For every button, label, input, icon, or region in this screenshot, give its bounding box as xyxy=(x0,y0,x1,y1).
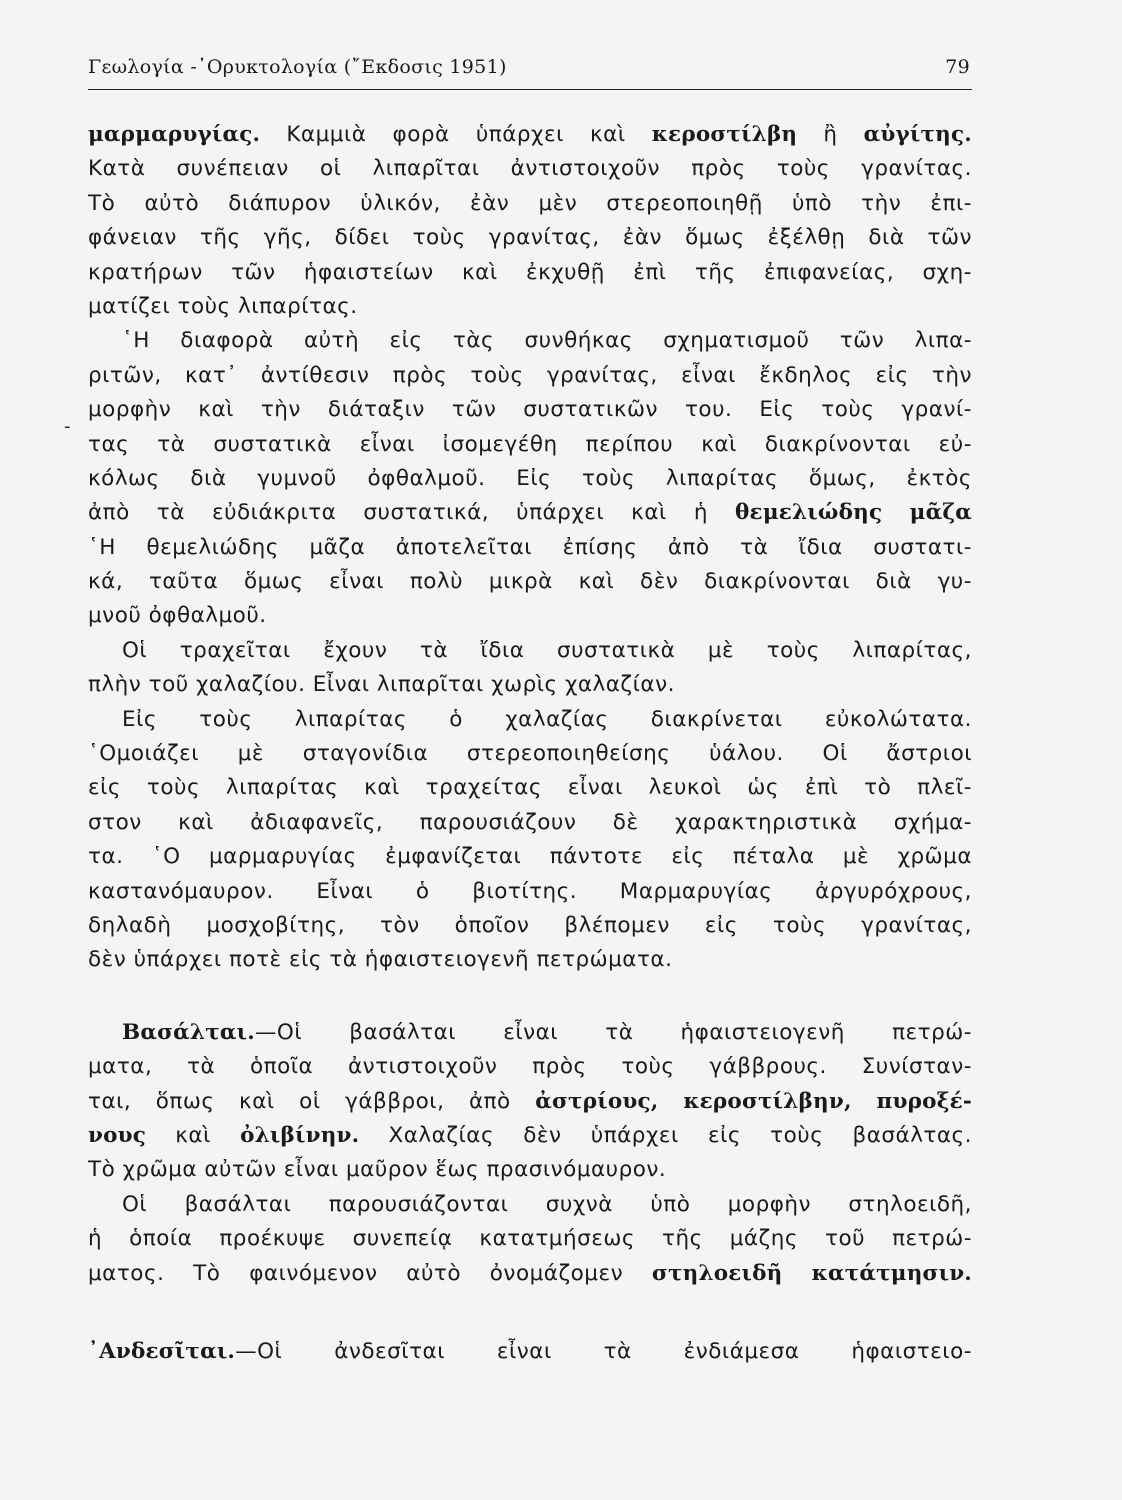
bold-term: ὀλιβίνην. xyxy=(240,1122,360,1148)
text-run: μορφὴν καὶ τὴν διάταξιν τῶν συστατικῶν του. Εἰς τοὺς γρανί- xyxy=(88,397,972,423)
text-run: Τὸ χρῶμα αὐτῶν εἶναι μαῦρον ἕως πρασινόμαυρον. xyxy=(88,1157,667,1183)
text-run: καστανόμαυρον. Εἶναι ὁ βιοτίτης. Μαρμαρυγίας ἀργυρόχρους, xyxy=(88,878,972,904)
text-line xyxy=(88,1335,972,1369)
text-run: πλὴν τοῦ χαλαζίου. Εἶναι λιπαρῖται χωρὶς χαλαζίαν. xyxy=(88,672,675,698)
header-rule xyxy=(88,89,972,90)
text-line xyxy=(88,496,972,530)
paragraph-7 xyxy=(88,1335,972,1369)
text-run: εἰς τοὺς λιπαρίτας καὶ τραχείτας εἶναι λευκοὶ ὡς ἐπὶ τὸ πλεῖ- xyxy=(88,775,972,801)
text-run: Χαλαζίας δὲν ὑπάρχει εἰς τοὺς βασάλτας. xyxy=(359,1122,972,1148)
text-line xyxy=(88,771,972,805)
text-line xyxy=(88,393,972,427)
text-run: ματος. Τὸ φαινόμενον αὐτὸ ὀνομάζομεν xyxy=(88,1260,652,1286)
text-line xyxy=(88,152,972,186)
bold-term: μαρμαρυγίας. xyxy=(88,122,261,147)
bold-term: ᾿Ανδεσῖται. xyxy=(88,1338,236,1364)
text-line xyxy=(88,1153,972,1187)
text-run: Κατὰ συνέπειαν οἱ λιπαρῖται ἀντιστοιχοῦν πρὸς τοὺς γρανίτας. xyxy=(88,156,972,182)
text-line xyxy=(88,531,972,565)
text-line xyxy=(88,840,972,874)
text-run: κά, ταῦτα ὅμως εἶναι πολὺ μικρὰ καὶ δὲν διακρίνονται διὰ γυ- xyxy=(88,569,972,595)
text-run: κόλως διὰ γυμνοῦ ὀφθαλμοῦ. Εἰς τοὺς λιπαρίτας ὅμως, ἐκτὸς xyxy=(88,465,972,491)
text-line xyxy=(88,1016,972,1050)
text-run: —Οἱ ἀνδεσῖται εἶναι τὰ ἐνδιάμεσα ἡφαιστειο- xyxy=(235,1338,972,1364)
text-line xyxy=(88,1119,972,1153)
text-run: ῾Η διαφορὰ αὐτὴ εἰς τὰς συνθήκας σχηματισμοῦ τῶν λιπα- xyxy=(122,328,972,354)
text-run: ῾Ομοιάζει μὲ σταγονίδια στερεοποιηθείσης ὑάλου. Οἱ ἄστριοι xyxy=(88,741,972,767)
text-run: ῾Η θεμελιώδης μᾶζα ἀποτελεῖται ἐπίσης ἀπὸ τὰ ἴδια συστατι- xyxy=(88,534,972,560)
text-run: ριτῶν, κατ᾿ ἀντίθεσιν πρὸς τοὺς γρανίτας, εἶναι ἔκδηλος εἰς τὴν xyxy=(88,362,972,388)
text-run: ματα, τὰ ὁποῖα ἀντιστοιχοῦν πρὸς τοὺς γάββρους. Συνίσταν- xyxy=(88,1054,972,1080)
text-line xyxy=(88,599,972,633)
bold-term: νους xyxy=(88,1122,147,1148)
paragraph-4 xyxy=(88,703,972,978)
text-line xyxy=(88,256,972,290)
text-run: δηλαδὴ μοσχοβίτης, τὸν ὁποῖον βλέπομεν εἰς τοὺς γρανίτας, xyxy=(88,912,972,938)
text-line xyxy=(88,1085,972,1119)
text-run: στον καὶ ἀδιαφανεῖς, παρουσιάζουν δὲ χαρακτηριστικὰ σχήμα- xyxy=(88,809,972,835)
text-run: μνοῦ ὀφθαλμοῦ. xyxy=(88,603,267,629)
text-line xyxy=(88,290,972,324)
text-line xyxy=(88,909,972,943)
text-line xyxy=(88,187,972,221)
text-run: Οἱ βασάλται παρουσιάζονται συχνὰ ὑπὸ μορφὴν στηλοειδῆ, xyxy=(122,1191,972,1217)
text-run: δὲν ὑπάρχει ποτὲ εἰς τὰ ἡφαιστειογενῆ πετρώματα. xyxy=(88,947,673,973)
text-line xyxy=(88,806,972,840)
page-number: 79 xyxy=(945,56,970,78)
text-line xyxy=(88,1257,972,1291)
text-run: ἀπὸ τὰ εὐδιάκριτα συστατικά, ὑπάρχει καὶ ἡ xyxy=(88,500,736,526)
text-line xyxy=(88,324,972,358)
running-header xyxy=(88,56,970,88)
text-run: τας τὰ συστατικὰ εἶναι ἰσομεγέθη περίπου καὶ διακρίνονται εὐ- xyxy=(88,431,972,457)
text-run: Εἰς τοὺς λιπαρίτας ὁ χαλαζίας διακρίνεται εὐκολώτατα. xyxy=(122,706,972,732)
text-run: ται, ὅπως καὶ οἱ γάββροι, ἀπὸ xyxy=(88,1088,536,1114)
paragraph-3 xyxy=(88,634,972,703)
text-run: τα. ῾Ο μαρμαρυγίας ἐμφανίζεται πάντοτε εἰς πέταλα μὲ χρῶμα xyxy=(88,844,972,870)
text-run: ἢ xyxy=(797,122,864,147)
text-line xyxy=(88,221,972,255)
text-line xyxy=(88,703,972,737)
section-gap xyxy=(88,978,972,1016)
text-line xyxy=(88,1188,972,1222)
text-line xyxy=(88,634,972,668)
bold-term: αὐγίτης. xyxy=(863,122,972,147)
text-line xyxy=(88,943,972,977)
paragraph-1 xyxy=(88,118,972,324)
text-line xyxy=(88,1222,972,1256)
bold-term: Βασάλται. xyxy=(122,1019,255,1045)
text-run: Οἱ τραχεῖται ἔχουν τὰ ἴδια συστατικὰ μὲ τοὺς λιπαρίτας, xyxy=(122,637,972,663)
text-run: κρατήρων τῶν ἡφαιστείων καὶ ἐκχυθῇ ἐπὶ τῆς ἐπιφανείας, σχη- xyxy=(88,259,972,285)
text-line xyxy=(88,565,972,599)
paragraph-6 xyxy=(88,1188,972,1291)
bold-term: στηλοειδῆ κατάτμησιν. xyxy=(651,1260,972,1286)
paragraph-5 xyxy=(88,1016,972,1188)
text-run: Τὸ αὐτὸ διάπυρον ὑλικόν, ἐὰν μὲν στερεοποιηθῇ ὑπὸ τὴν ἐπι- xyxy=(88,190,972,216)
text-line xyxy=(88,462,972,496)
text-run: Καμμιὰ φορὰ ὑπάρχει καὶ xyxy=(260,122,652,147)
body-text xyxy=(88,118,972,1369)
bold-term: θεμελιώδης μᾶζα xyxy=(735,500,972,526)
text-run: φάνειαν τῆς γῆς, δίδει τοὺς γρανίτας, ἐὰν ὅμως ἐξέλθῃ διὰ τῶν xyxy=(88,225,972,251)
section-gap xyxy=(88,1291,972,1335)
paragraph-2 xyxy=(88,324,972,634)
text-run: ματίζει τοὺς λιπαρίτας. xyxy=(88,293,358,319)
text-line xyxy=(88,428,972,462)
text-line xyxy=(88,737,972,771)
text-run: καὶ xyxy=(146,1122,241,1148)
running-title: Γεωλογία -᾿Ορυκτολογία (῎Εκδοσις 1951) xyxy=(88,56,507,78)
margin-mark: - xyxy=(64,416,71,437)
text-line xyxy=(88,668,972,702)
text-line xyxy=(88,1050,972,1084)
text-run: ἡ ὁποία προέκυψε συνεπείᾳ κατατμήσεως τῆς μάζης τοῦ πετρώ- xyxy=(88,1226,972,1252)
bold-term: ἀστρίους, κεροστίλβην, πυροξέ- xyxy=(535,1088,972,1114)
text-line xyxy=(88,875,972,909)
bold-term: κεροστίλβη xyxy=(651,122,798,147)
text-run: —Οἱ βασάλται εἶναι τὰ ἡφαιστειογενῆ πετρώ- xyxy=(254,1019,972,1045)
text-line xyxy=(88,359,972,393)
text-line xyxy=(88,118,972,152)
